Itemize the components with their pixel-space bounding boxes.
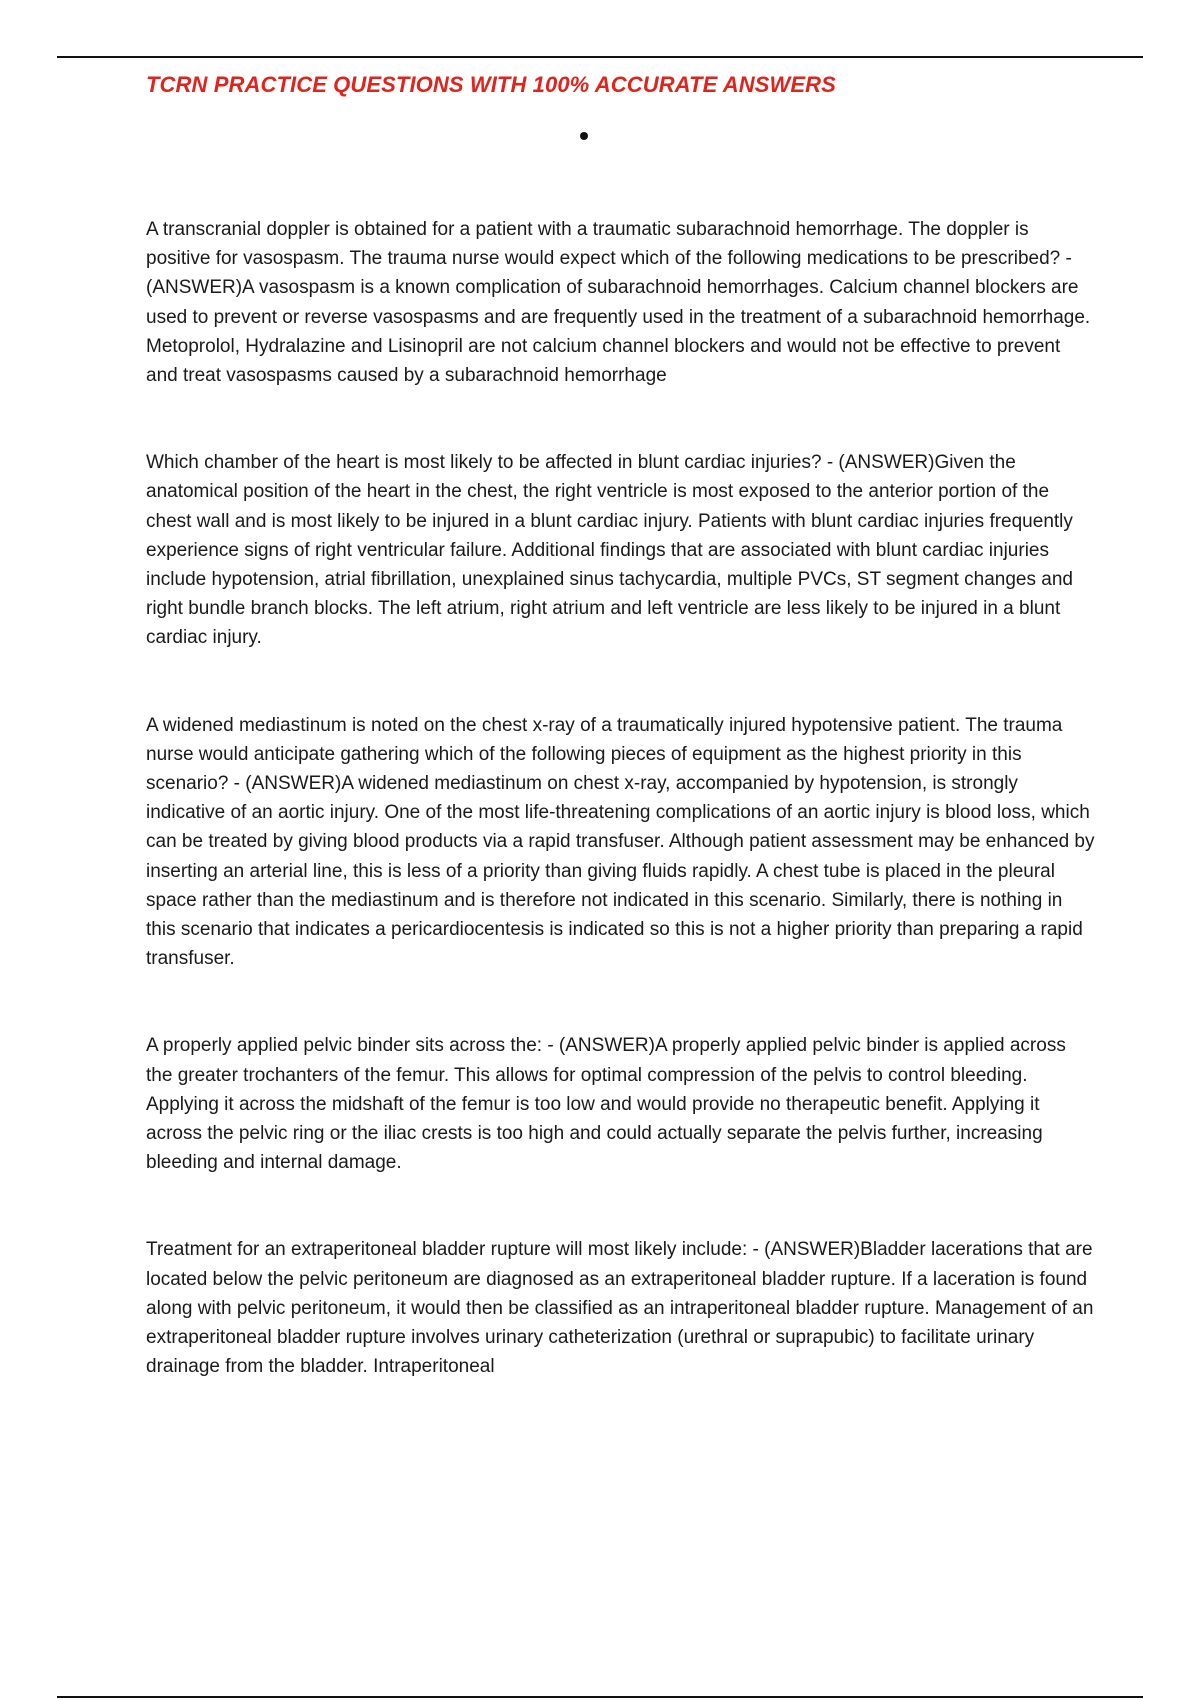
document-title: TCRN PRACTICE QUESTIONS WITH 100% ACCURATE ANSWERS — [146, 72, 836, 97]
qa-paragraph-bladder-rupture: Treatment for an extraperitoneal bladder rupture will most likely include: - (ANSWER)Bladder lacerations that are located below the pelvic peritoneum are diagnosed as an extraperitoneal bladder rupture. If a laceration is found along with pelvic peritoneum, it would then be classified as an intraperitoneal bladder rupture. Management of an extraperitoneal bladder rupture involves urinary catheterization (urethral or suprapubic) to facilitate urinary drainage from the bladder. Intraperitoneal — [146, 1239, 1094, 1378]
qa-paragraph-pelvic-binder: A properly applied pelvic binder sits across the: - (ANSWER)A properly applied pelvic binder is applied across the greater trochanters of the femur. This allows for optimal compression of the pelvis to control bleeding. Applying it across the midshaft of the femur is too low and would provide no therapeutic benefit. Applying it across the pelvic ring or the iliac crests is too high and could actually separate the pelvis further, increasing bleeding and internal damage. — [146, 1035, 1066, 1174]
qa-paragraph-widened-mediastinum: A widened mediastinum is noted on the chest x-ray of a traumatically injured hypotensive patient. The trauma nurse would anticipate gathering which of the following pieces of equipment as the highest priority in this scenario? - (ANSWER)A widened mediastinum on chest x-ray, accompanied by hypotension, is strongly indicative of an aortic injury. One of the most life-threatening complications of an aortic injury is blood loss, which can be treated by giving blood products via a rapid transfuser. Although patient assessment may be enhanced by inserting an arterial line, this is less of a priority than giving fluids rapidly. A chest tube is placed in the pleural space rather than the mediastinum and is therefore not indicated in this scenario. Similarly, there is nothing in this scenario that indicates a pericardiocentesis is indicated so this is not a higher priority than preparing a rapid transfuser. — [146, 714, 1095, 970]
footer-rule — [57, 1696, 1143, 1698]
qa-paragraph-blunt-cardiac-injury: Which chamber of the heart is most likely to be affected in blunt cardiac injuries? - (ANSWER)Given the anatomical position of the heart in the chest, the right ventricle is most exposed to the anterior portion of the chest wall and is most likely to be injured in a blunt cardiac injury. Patients with blunt cardiac injuries frequently experience signs of right ventricular failure. Additional findings that are associated with blunt cardiac injuries include hypotension, atrial fibrillation, unexplained sinus tachycardia, multiple PVCs, ST segment changes and right bundle branch blocks. The left atrium, right atrium and left ventricle are less likely to be injured in a blunt cardiac injury. — [146, 452, 1073, 649]
header-rule — [57, 56, 1143, 58]
bullet-point — [580, 132, 588, 140]
document-body — [146, 215, 1096, 1440]
qa-paragraph-subarachnoid-vasospasm: A transcranial doppler is obtained for a patient with a traumatic subarachnoid hemorrhage. The doppler is positive for vasospasm. The trauma nurse would expect which of the following medications to be prescribed? - (ANSWER)A vasospasm is a known complication of subarachnoid hemorrhages. Calcium channel blockers are used to prevent or reverse vasospasms and are frequently used in the treatment of a subarachnoid hemorrhage. Metoprolol, Hydralazine and Lisinopril are not calcium channel blockers and would not be effective to prevent and treat vasospasms caused by a subarachnoid hemorrhage — [146, 219, 1091, 387]
